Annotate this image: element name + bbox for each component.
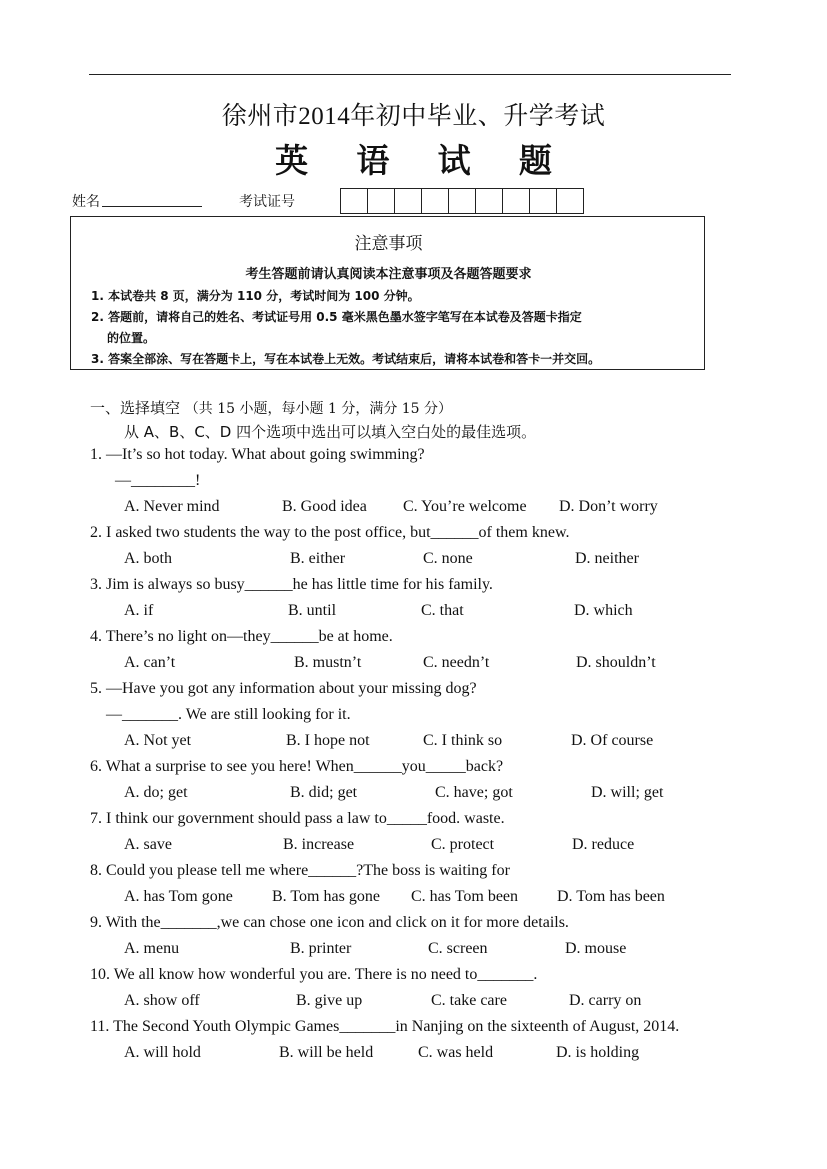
exam-number-box[interactable] [421, 188, 449, 214]
question-stem: 8. Could you please tell me where______?The boss is waiting for [90, 862, 510, 879]
option-a[interactable]: A. menu [124, 940, 180, 957]
option-d[interactable]: D. reduce [572, 836, 635, 853]
option-a[interactable]: A. has Tom gone [124, 888, 233, 905]
notice-line: 1. 本试卷共 8 页，满分为 110 分，考试时间为 100 分钟。 [91, 289, 420, 303]
option-b[interactable]: B. increase [283, 836, 355, 853]
option-c[interactable]: C. screen [428, 940, 488, 957]
notice-subtitle: 考生答题前请认真阅读本注意事项及各题答题要求 [245, 267, 532, 282]
name-field[interactable] [102, 206, 202, 207]
option-d[interactable]: D. which [574, 602, 633, 619]
exam-number-box[interactable] [448, 188, 476, 214]
question-stem: 3. Jim is always so busy______he has little time for his family. [90, 576, 493, 593]
option-d[interactable]: D. mouse [565, 940, 627, 957]
option-c[interactable]: C. You’re welcome [403, 498, 527, 515]
subject-title: 英 语 试 题 [275, 144, 572, 180]
option-c[interactable]: C. needn’t [423, 654, 490, 671]
question-stem: 4. There’s no light on—they______be at home. [90, 628, 393, 645]
option-a[interactable]: A. Never mind [124, 498, 220, 515]
question-stem: 10. We all know how wonderful you are. There is no need to_______. [90, 966, 538, 983]
notice-box [70, 216, 705, 370]
question-stem: 11. The Second Youth Olympic Games_______in Nanjing on the sixteenth of August, 2014. [90, 1018, 680, 1035]
exam-number-box[interactable] [367, 188, 395, 214]
option-a[interactable]: A. both [124, 550, 172, 567]
question-stem-line2: —________! [115, 472, 201, 489]
exam-number-box[interactable] [475, 188, 503, 214]
name-label: 姓名 [72, 195, 100, 210]
question-stem: 5. —Have you got any information about your missing dog? [90, 680, 477, 697]
question-stem: 1. —It’s so hot today. What about going swimming? [90, 446, 425, 463]
option-c[interactable]: C. take care [431, 992, 507, 1009]
top-rule [89, 74, 731, 75]
question-stem-line2: —_______. We are still looking for it. [106, 706, 351, 723]
exam-number-boxes[interactable] [341, 188, 584, 214]
notice-title: 注意事项 [354, 234, 423, 254]
option-c[interactable]: C. none [423, 550, 473, 567]
option-a[interactable]: A. do; get [124, 784, 188, 801]
option-a[interactable]: A. Not yet [124, 732, 192, 749]
option-a[interactable]: A. show off [124, 992, 200, 1009]
option-d[interactable]: D. Of course [571, 732, 654, 749]
notice-line: 的位置。 [107, 331, 156, 345]
option-a[interactable]: A. can’t [124, 654, 176, 671]
option-c[interactable]: C. have; got [435, 784, 513, 801]
option-b[interactable]: B. printer [290, 940, 352, 957]
option-d[interactable]: D. Tom has been [557, 888, 665, 905]
exam-number-box[interactable] [556, 188, 584, 214]
section-title: 一、选择填空 [90, 399, 181, 417]
question-stem: 2. I asked two students the way to the post office, but______of them knew. [90, 524, 570, 541]
option-b[interactable]: B. did; get [290, 784, 358, 801]
option-b[interactable]: B. Good idea [282, 498, 367, 515]
exam-number-box[interactable] [340, 188, 368, 214]
notice-line: 3. 答案全部涂、写在答题卡上，写在本试卷上无效。考试结束后，请将本试卷和答卡一并交回。 [91, 352, 601, 366]
exam-number-box[interactable] [502, 188, 530, 214]
section-instruction: 从 A、B、C、D 四个选项中选出可以填入空白处的最佳选项。 [124, 423, 537, 441]
option-b[interactable]: B. will be held [279, 1044, 374, 1061]
question-stem: 9. With the_______,we can chose one icon and click on it for more details. [90, 914, 569, 931]
option-a[interactable]: A. will hold [124, 1044, 201, 1061]
section-heading [90, 397, 452, 418]
option-b[interactable]: B. until [288, 602, 337, 619]
section-score-note: （共 15 小题，每小题 1 分，满分 15 分） [184, 401, 453, 417]
option-c[interactable]: C. that [421, 602, 464, 619]
notice-line: 2. 答题前，请将自己的姓名、考试证号用 0.5 毫米黑色墨水签字笔写在本试卷及答题卡指定 [91, 310, 582, 324]
option-b[interactable]: B. I hope not [286, 732, 370, 749]
option-d[interactable]: D. is holding [556, 1044, 640, 1061]
option-c[interactable]: C. protect [431, 836, 495, 853]
option-d[interactable]: D. shouldn’t [576, 654, 656, 671]
option-d[interactable]: D. Don’t worry [559, 498, 658, 515]
question-stem: 6. What a surprise to see you here! When______you_____back? [90, 758, 504, 775]
exam-number-box[interactable] [529, 188, 557, 214]
exam-number-box[interactable] [394, 188, 422, 214]
option-b[interactable]: B. Tom has gone [272, 888, 380, 905]
option-a[interactable]: A. save [124, 836, 172, 853]
option-a[interactable]: A. if [124, 602, 154, 619]
option-c[interactable]: C. was held [418, 1044, 494, 1061]
question-stem: 7. I think our government should pass a law to_____food. waste. [90, 810, 505, 827]
exam-title: 徐州市2014年初中毕业、升学考试 [221, 103, 606, 130]
option-d[interactable]: D. will; get [591, 784, 664, 801]
exam-number-label: 考试证号 [239, 195, 295, 210]
option-b[interactable]: B. give up [296, 992, 363, 1009]
option-b[interactable]: B. either [290, 550, 346, 567]
option-c[interactable]: C. has Tom been [411, 888, 519, 905]
option-c[interactable]: C. I think so [423, 732, 503, 749]
option-d[interactable]: D. neither [575, 550, 639, 567]
option-b[interactable]: B. mustn’t [294, 654, 362, 671]
option-d[interactable]: D. carry on [569, 992, 642, 1009]
